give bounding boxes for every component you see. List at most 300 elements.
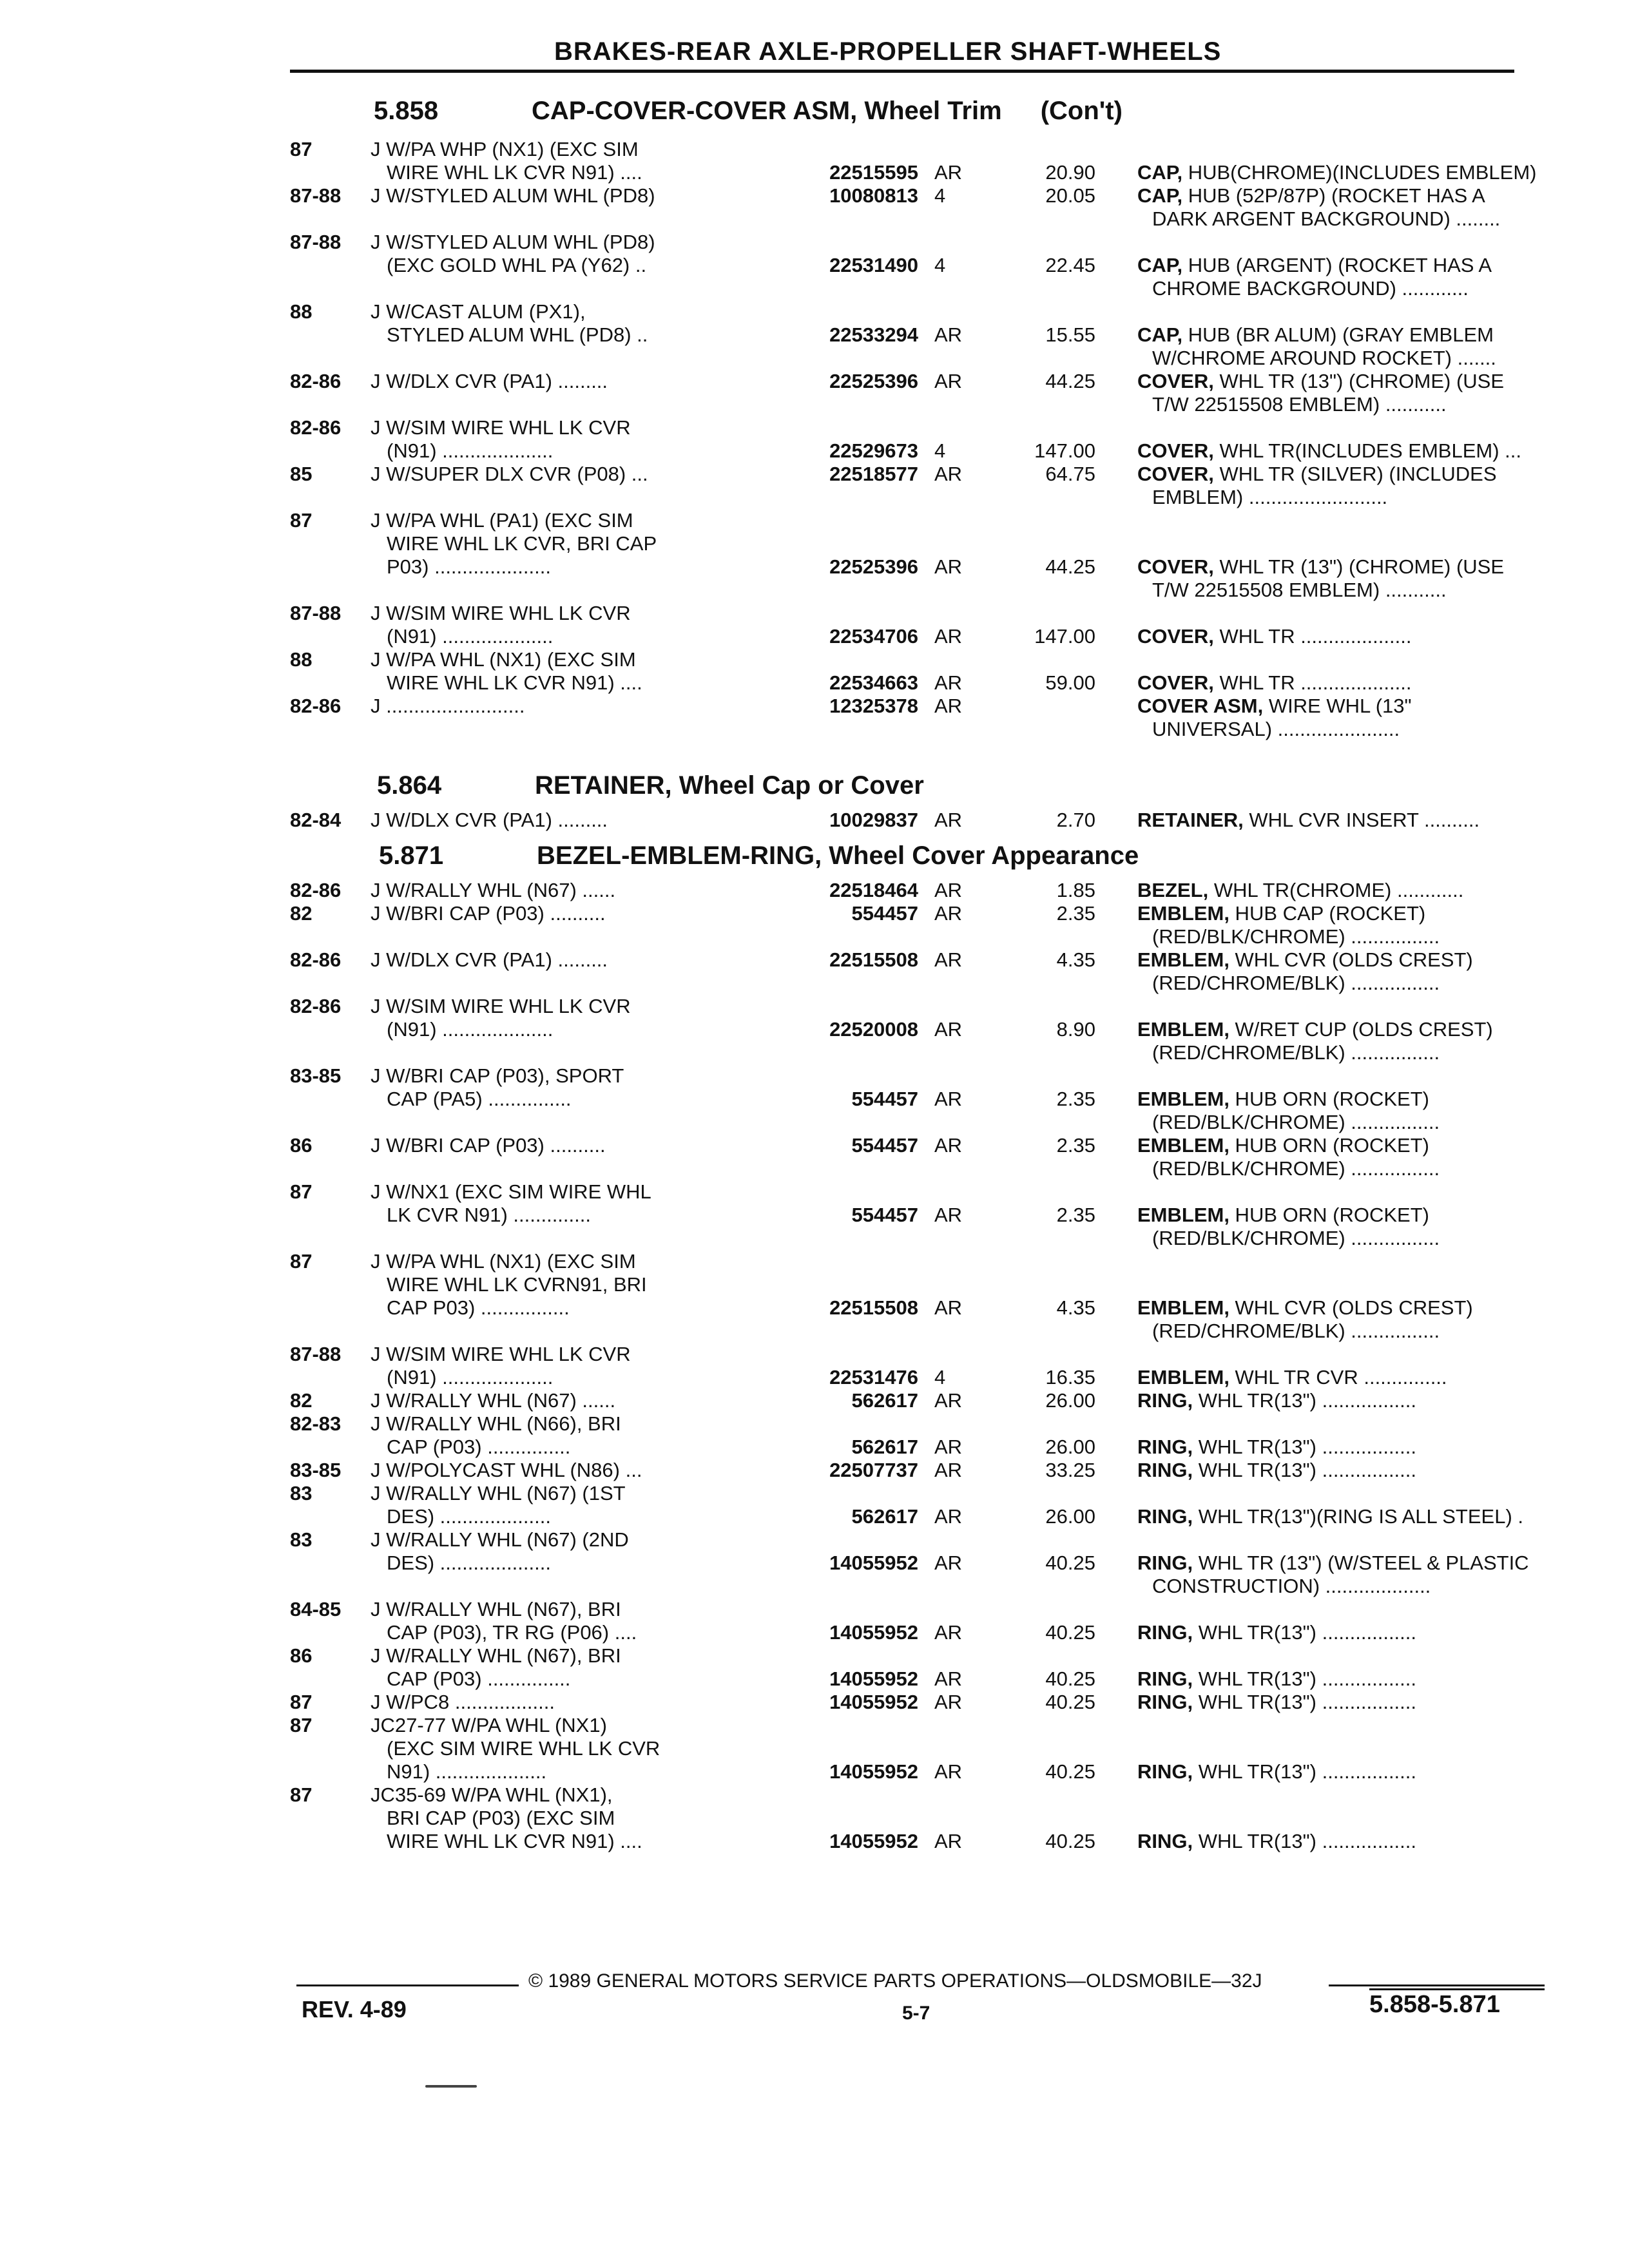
part-number-cell: 22533294: [829, 323, 918, 346]
application-cell: CAP (PA5) ...............: [387, 1088, 572, 1110]
part-number-cell: 22507737: [829, 1459, 918, 1481]
year-cell: 82: [290, 1389, 313, 1412]
year-cell: 83: [290, 1528, 313, 1551]
application-cell: J W/SIM WIRE WHL LK CVR: [371, 602, 631, 624]
application-cell: CAP (P03) ...............: [387, 1667, 571, 1690]
year-cell: 88: [290, 300, 313, 323]
application-cell: WIRE WHL LK CVR N91) ....: [387, 1830, 642, 1852]
application-cell: STYLED ALUM WHL (PD8) ..: [387, 323, 648, 346]
application-cell: WIRE WHL LK CVR N91) ....: [387, 671, 642, 694]
price-cell: 44.25: [1045, 555, 1095, 578]
table-row: [290, 370, 1527, 393]
quantity-cell: AR: [934, 463, 963, 485]
description-cell: EMBLEM, HUB ORN (ROCKET): [1137, 1134, 1429, 1157]
table-row: [290, 879, 1527, 902]
part-number-cell: 554457: [851, 1088, 918, 1110]
year-cell: 85: [290, 463, 313, 485]
table-row: [290, 1273, 1527, 1296]
year-cell: 82: [290, 902, 313, 925]
description-cell: CAP, HUB (52P/87P) (ROCKET HAS A: [1137, 184, 1485, 207]
part-number-cell: 14055952: [829, 1621, 918, 1644]
table-row: [290, 323, 1527, 347]
price-cell: 2.35: [1056, 1088, 1095, 1110]
price-cell: 147.00: [1034, 625, 1095, 648]
year-cell: 87: [290, 1250, 313, 1273]
price-cell: 22.45: [1045, 254, 1095, 276]
table-row: [290, 1714, 1527, 1737]
price-cell: 26.00: [1045, 1389, 1095, 1412]
year-cell: 87-88: [290, 1343, 342, 1365]
price-cell: 20.90: [1045, 161, 1095, 184]
description-cell: RING, WHL TR(13") .................: [1137, 1436, 1417, 1458]
table-row: [290, 416, 1527, 439]
description-cell: RING, WHL TR(13") .................: [1137, 1691, 1417, 1713]
quantity-cell: 4: [934, 1366, 946, 1389]
application-cell: (N91) ....................: [387, 1018, 554, 1041]
application-cell: BRI CAP (P03) (EXC SIM: [387, 1807, 615, 1829]
part-number-cell: 22525396: [829, 555, 918, 578]
description-cell: (RED/CHROME/BLK) ................: [1152, 1320, 1440, 1342]
description-cell: CAP, HUB (BR ALUM) (GRAY EMBLEM: [1137, 323, 1494, 346]
description-cell: UNIVERSAL) ......................: [1152, 718, 1400, 740]
section-rows-5864: [290, 809, 1527, 832]
table-row: [290, 925, 1527, 948]
quantity-cell: AR: [934, 323, 963, 346]
quantity-cell: AR: [934, 161, 963, 184]
table-row: [290, 555, 1527, 579]
description-cell: COVER, WHL TR ....................: [1137, 625, 1412, 648]
table-row: [290, 1320, 1527, 1343]
application-cell: J W/POLYCAST WHL (N86) ...: [371, 1459, 642, 1481]
table-row: [290, 648, 1527, 671]
table-row: [290, 393, 1527, 416]
table-row: [290, 231, 1527, 254]
table-row: [290, 1807, 1527, 1830]
description-cell: EMBLEM, WHL TR CVR ...............: [1137, 1366, 1447, 1389]
description-cell: RING, WHL TR(13") .................: [1137, 1760, 1417, 1783]
application-cell: (N91) ....................: [387, 625, 554, 648]
part-number-cell: 22515508: [829, 1296, 918, 1319]
part-number-cell: 562617: [851, 1436, 918, 1458]
price-cell: 59.00: [1045, 671, 1095, 694]
year-cell: 87: [290, 1783, 313, 1806]
price-cell: 2.35: [1056, 902, 1095, 925]
year-cell: 87: [290, 1714, 313, 1736]
quantity-cell: AR: [934, 809, 963, 831]
application-cell: J W/RALLY WHL (N66), BRI: [371, 1412, 621, 1435]
description-cell: CAP, HUB (ARGENT) (ROCKET HAS A: [1137, 254, 1492, 276]
section-title: CAP-COVER-COVER ASM, Wheel Trim: [532, 97, 1002, 125]
application-cell: (EXC GOLD WHL PA (Y62) ..: [387, 254, 647, 276]
part-number-cell: 22515508: [829, 948, 918, 971]
table-row: [290, 1157, 1527, 1180]
description-cell: RING, WHL TR(13") .................: [1137, 1830, 1417, 1852]
table-row: [290, 809, 1527, 832]
description-cell: COVER ASM, WIRE WHL (13": [1137, 695, 1412, 717]
table-row: [290, 1575, 1527, 1598]
price-cell: 40.25: [1045, 1667, 1095, 1690]
table-row: [290, 1088, 1527, 1111]
year-cell: 87: [290, 1180, 313, 1203]
application-cell: J W/RALLY WHL (N67) (2ND: [371, 1528, 629, 1551]
table-row: [290, 1343, 1527, 1366]
description-cell: CAP, HUB(CHROME)(INCLUDES EMBLEM): [1137, 161, 1537, 184]
table-row: [290, 1064, 1527, 1088]
part-number-cell: 554457: [851, 1134, 918, 1157]
table-row: [290, 1760, 1527, 1783]
table-row: [290, 1227, 1527, 1250]
table-row: [290, 1644, 1527, 1667]
table-row: [290, 161, 1537, 184]
table-row: [290, 347, 1527, 370]
part-number-cell: 22525396: [829, 370, 918, 392]
revision-label: REV. 4-89: [302, 1996, 407, 2023]
application-cell: J W/PA WHL (NX1) (EXC SIM: [371, 648, 636, 671]
table-row: [290, 509, 1527, 532]
price-cell: 26.00: [1045, 1436, 1095, 1458]
year-cell: 87-88: [290, 231, 342, 253]
footer-rule-left: [296, 1984, 519, 1986]
section-heading-5864: [377, 771, 924, 800]
description-cell: COVER, WHL TR (SILVER) (INCLUDES: [1137, 463, 1497, 485]
description-cell: DARK ARGENT BACKGROUND) ........: [1152, 207, 1501, 230]
quantity-cell: AR: [934, 1018, 963, 1041]
quantity-cell: AR: [934, 1134, 963, 1157]
section-rows-5858: [290, 138, 1537, 741]
part-number-cell: 12325378: [829, 695, 918, 717]
footer-rule-right: [1329, 1984, 1545, 1986]
year-cell: 84-85: [290, 1598, 342, 1620]
table-row: [290, 1204, 1527, 1227]
description-cell: (RED/CHROME/BLK) ................: [1152, 1041, 1440, 1064]
description-cell: EMBLEM, W/RET CUP (OLDS CREST): [1137, 1018, 1493, 1041]
application-cell: (N91) ....................: [387, 1366, 554, 1389]
price-cell: 2.35: [1056, 1134, 1095, 1157]
page-number: 5-7: [902, 2003, 930, 2024]
price-cell: 40.25: [1045, 1691, 1095, 1713]
year-cell: 82-83: [290, 1412, 342, 1435]
description-cell: EMBLEM, HUB ORN (ROCKET): [1137, 1088, 1429, 1110]
table-row: [290, 625, 1527, 648]
table-row: [290, 1018, 1527, 1041]
price-cell: 40.25: [1045, 1830, 1095, 1852]
quantity-cell: AR: [934, 948, 963, 971]
application-cell: J W/PC8 ..................: [371, 1691, 555, 1713]
description-cell: RING, WHL TR(13") .................: [1137, 1459, 1417, 1481]
application-cell: J W/SUPER DLX CVR (P08) ...: [371, 463, 648, 485]
quantity-cell: 4: [934, 254, 946, 276]
year-cell: 87: [290, 509, 313, 532]
table-row: [290, 300, 1527, 323]
application-cell: WIRE WHL LK CVR, BRI CAP: [387, 532, 657, 555]
description-cell: (RED/BLK/CHROME) ................: [1152, 1111, 1440, 1133]
quantity-cell: AR: [934, 1459, 963, 1481]
year-cell: 82-86: [290, 370, 342, 392]
application-cell: JC27-77 W/PA WHL (NX1): [371, 1714, 607, 1736]
section-heading-5871: [379, 841, 1139, 870]
application-cell: J W/RALLY WHL (N67) ......: [371, 879, 616, 901]
table-row: [290, 972, 1527, 995]
table-row: [290, 254, 1527, 277]
year-cell: 82-86: [290, 416, 342, 439]
year-cell: 86: [290, 1644, 313, 1667]
price-cell: 40.25: [1045, 1760, 1095, 1783]
part-number-cell: 554457: [851, 902, 918, 925]
table-row: [290, 207, 1527, 231]
quantity-cell: AR: [934, 695, 963, 717]
quantity-cell: AR: [934, 625, 963, 648]
table-row: [290, 277, 1527, 300]
price-cell: 40.25: [1045, 1621, 1095, 1644]
year-cell: 87-88: [290, 602, 342, 624]
application-cell: J .........................: [371, 695, 525, 717]
table-row: [290, 1459, 1527, 1482]
price-cell: 1.85: [1056, 879, 1095, 901]
quantity-cell: AR: [934, 1691, 963, 1713]
footer-copyright: © 1989 GENERAL MOTORS SERVICE PARTS OPERATIONS—OLDSMOBILE—32J: [528, 1970, 1262, 1992]
application-cell: DES) ....................: [387, 1552, 551, 1574]
page-title: BRAKES-REAR AXLE-PROPELLER SHAFT-WHEELS: [554, 37, 1222, 66]
year-cell: 88: [290, 648, 313, 671]
part-number-cell: 14055952: [829, 1830, 918, 1852]
application-cell: J W/STYLED ALUM WHL (PD8): [371, 184, 655, 207]
description-cell: RING, WHL TR(13") .................: [1137, 1621, 1417, 1644]
application-cell: J W/NX1 (EXC SIM WIRE WHL: [371, 1180, 651, 1203]
application-cell: J W/DLX CVR (PA1) .........: [371, 370, 608, 392]
description-cell: COVER, WHL TR (13") (CHROME) (USE: [1137, 370, 1505, 392]
application-cell: J W/STYLED ALUM WHL (PD8): [371, 231, 655, 253]
application-cell: J W/SIM WIRE WHL LK CVR: [371, 416, 631, 439]
application-cell: (EXC SIM WIRE WHL LK CVR: [387, 1737, 660, 1760]
section-title: RETAINER, Wheel Cap or Cover: [535, 771, 924, 800]
description-cell: COVER, WHL TR(INCLUDES EMBLEM) ...: [1137, 439, 1521, 462]
quantity-cell: AR: [934, 1389, 963, 1412]
year-cell: 87-88: [290, 184, 342, 207]
quantity-cell: AR: [934, 1505, 963, 1528]
quantity-cell: AR: [934, 1552, 963, 1574]
application-cell: J W/SIM WIRE WHL LK CVR: [371, 1343, 631, 1365]
description-cell: (RED/BLK/CHROME) ................: [1152, 1157, 1440, 1180]
quantity-cell: AR: [934, 555, 963, 578]
quantity-cell: AR: [934, 1830, 963, 1852]
quantity-cell: AR: [934, 1296, 963, 1319]
table-row: [290, 1412, 1527, 1436]
description-cell: COVER, WHL TR (13") (CHROME) (USE: [1137, 555, 1505, 578]
table-row: [290, 138, 1527, 161]
part-number-cell: 22534706: [829, 625, 918, 648]
description-cell: EMBLEM, HUB ORN (ROCKET): [1137, 1204, 1429, 1226]
table-row: [290, 718, 1527, 741]
section-rows-5871: [290, 879, 1527, 1853]
part-number-cell: 554457: [851, 1204, 918, 1226]
table-row: [290, 1041, 1527, 1064]
price-cell: 20.05: [1045, 184, 1095, 207]
price-cell: 4.35: [1056, 1296, 1095, 1319]
description-cell: EMBLEM) .........................: [1152, 486, 1388, 508]
year-cell: 86: [290, 1134, 313, 1157]
application-cell: WIRE WHL LK CVRN91, BRI: [387, 1273, 647, 1296]
year-cell: 87: [290, 138, 313, 160]
price-cell: 2.70: [1056, 809, 1095, 831]
application-cell: J W/DLX CVR (PA1) .........: [371, 948, 608, 971]
quantity-cell: AR: [934, 1088, 963, 1110]
description-cell: BEZEL, WHL TR(CHROME) ............: [1137, 879, 1464, 901]
description-cell: CHROME BACKGROUND) ............: [1152, 277, 1469, 300]
description-cell: RING, WHL TR (13") (W/STEEL & PLASTIC: [1137, 1552, 1529, 1574]
table-row: [290, 1783, 1527, 1807]
section-range: 5.858-5.871: [1369, 1991, 1500, 2018]
application-cell: J W/PA WHL (NX1) (EXC SIM: [371, 1250, 636, 1273]
part-number-cell: 14055952: [829, 1691, 918, 1713]
part-number-cell: 22515595: [829, 161, 918, 184]
part-number-cell: 22531476: [829, 1366, 918, 1389]
price-cell: 33.25: [1045, 1459, 1095, 1481]
table-row: [290, 1552, 1527, 1575]
table-row: [290, 1482, 1527, 1505]
table-row: [290, 1598, 1527, 1621]
price-cell: 40.25: [1045, 1552, 1095, 1574]
description-cell: (RED/BLK/CHROME) ................: [1152, 1227, 1440, 1249]
table-row: [290, 463, 1527, 486]
description-cell: RING, WHL TR(13")(RING IS ALL STEEL) .: [1137, 1505, 1523, 1528]
description-cell: EMBLEM, WHL CVR (OLDS CREST): [1137, 948, 1473, 971]
year-cell: 83-85: [290, 1459, 342, 1481]
quantity-cell: AR: [934, 1667, 963, 1690]
description-cell: RING, WHL TR(13") .................: [1137, 1389, 1417, 1412]
description-cell: T/W 22515508 EMBLEM) ...........: [1152, 579, 1447, 601]
quantity-cell: AR: [934, 879, 963, 901]
part-number-cell: 14055952: [829, 1760, 918, 1783]
application-cell: J W/PA WHP (NX1) (EXC SIM: [371, 138, 639, 160]
table-row: [290, 439, 1527, 463]
year-cell: 82-86: [290, 879, 342, 901]
year-cell: 82-86: [290, 948, 342, 971]
quantity-cell: AR: [934, 1204, 963, 1226]
section-title: BEZEL-EMBLEM-RING, Wheel Cover Appearance: [537, 841, 1139, 870]
application-cell: (N91) ....................: [387, 439, 554, 462]
table-row: [290, 1505, 1527, 1528]
year-cell: 87: [290, 1691, 313, 1713]
quantity-cell: AR: [934, 671, 963, 694]
application-cell: J W/RALLY WHL (N67), BRI: [371, 1644, 621, 1667]
quantity-cell: 4: [934, 184, 946, 207]
price-cell: 64.75: [1045, 463, 1095, 485]
table-row: [290, 1691, 1527, 1714]
part-number-cell: 14055952: [829, 1552, 918, 1574]
table-row: [290, 1389, 1527, 1412]
description-cell: CONSTRUCTION) ...................: [1152, 1575, 1431, 1597]
footer-rule-right-2: [1369, 1988, 1545, 1990]
application-cell: J W/RALLY WHL (N67) ......: [371, 1389, 616, 1412]
table-row: [290, 671, 1527, 695]
description-cell: RING, WHL TR(13") .................: [1137, 1667, 1417, 1690]
quantity-cell: AR: [934, 370, 963, 392]
description-cell: (RED/CHROME/BLK) ................: [1152, 972, 1440, 994]
quantity-cell: AR: [934, 1760, 963, 1783]
description-cell: EMBLEM, WHL CVR (OLDS CREST): [1137, 1296, 1473, 1319]
table-row: [290, 1366, 1527, 1389]
application-cell: J W/RALLY WHL (N67), BRI: [371, 1598, 621, 1620]
year-cell: 82-86: [290, 995, 342, 1017]
quantity-cell: AR: [934, 1621, 963, 1644]
part-number-cell: 22518577: [829, 463, 918, 485]
table-row: [290, 486, 1527, 509]
application-cell: DES) ....................: [387, 1505, 551, 1528]
description-cell: T/W 22515508 EMBLEM) ...........: [1152, 393, 1447, 416]
part-number-cell: 22534663: [829, 671, 918, 694]
table-row: [290, 1111, 1527, 1134]
description-cell: W/CHROME AROUND ROCKET) .......: [1152, 347, 1496, 369]
description-cell: (RED/BLK/CHROME) ................: [1152, 925, 1440, 948]
table-row: [290, 995, 1527, 1018]
part-number-cell: 562617: [851, 1505, 918, 1528]
price-cell: 8.90: [1056, 1018, 1095, 1041]
application-cell: J W/DLX CVR (PA1) .........: [371, 809, 608, 831]
application-cell: J W/CAST ALUM (PX1),: [371, 300, 586, 323]
year-cell: 83: [290, 1482, 313, 1504]
application-cell: N91) ....................: [387, 1760, 547, 1783]
table-row: [290, 1667, 1527, 1691]
quantity-cell: 4: [934, 439, 946, 462]
application-cell: J W/PA WHL (PA1) (EXC SIM: [371, 509, 633, 532]
part-number-cell: 22531490: [829, 254, 918, 276]
table-row: [290, 532, 1527, 555]
table-row: [290, 1436, 1527, 1459]
part-number-cell: 22520008: [829, 1018, 918, 1041]
application-cell: J W/SIM WIRE WHL LK CVR: [371, 995, 631, 1017]
section-continued: (Con't): [1040, 97, 1123, 125]
price-cell: 2.35: [1056, 1204, 1095, 1226]
application-cell: J W/BRI CAP (P03) ..........: [371, 902, 606, 925]
description-cell: EMBLEM, HUB CAP (ROCKET): [1137, 902, 1426, 925]
header-rule: [290, 70, 1514, 73]
table-row: [290, 695, 1527, 718]
table-row: [290, 1180, 1527, 1204]
application-cell: CAP (P03), TR RG (P06) ....: [387, 1621, 637, 1644]
section-heading-5858: [374, 97, 1123, 126]
part-number-cell: 22518464: [829, 879, 918, 901]
part-number-cell: 14055952: [829, 1667, 918, 1690]
table-row: [290, 1737, 1527, 1760]
table-row: [290, 948, 1527, 972]
application-cell: J W/BRI CAP (P03), SPORT: [371, 1064, 624, 1087]
application-cell: CAP P03) ................: [387, 1296, 570, 1319]
quantity-cell: AR: [934, 902, 963, 925]
table-row: [290, 1528, 1527, 1552]
part-number-cell: 10029837: [829, 809, 918, 831]
application-cell: J W/RALLY WHL (N67) (1ST: [371, 1482, 626, 1504]
table-row: [290, 902, 1527, 925]
part-number-cell: 10080813: [829, 184, 918, 207]
table-row: [290, 1621, 1527, 1644]
table-row: [290, 579, 1527, 602]
price-cell: 15.55: [1045, 323, 1095, 346]
scan-mark: [425, 2085, 477, 2088]
quantity-cell: AR: [934, 1436, 963, 1458]
price-cell: 26.00: [1045, 1505, 1095, 1528]
price-cell: 147.00: [1034, 439, 1095, 462]
part-number-cell: 22529673: [829, 439, 918, 462]
application-cell: WIRE WHL LK CVR N91) ....: [387, 161, 642, 184]
year-cell: 82-86: [290, 695, 342, 717]
section-number: 5.858: [374, 97, 439, 125]
price-cell: 16.35: [1045, 1366, 1095, 1389]
description-cell: RETAINER, WHL CVR INSERT ..........: [1137, 809, 1480, 831]
table-row: [290, 1830, 1527, 1853]
application-cell: J W/BRI CAP (P03) ..........: [371, 1134, 606, 1157]
price-cell: 44.25: [1045, 370, 1095, 392]
year-cell: 83-85: [290, 1064, 342, 1087]
